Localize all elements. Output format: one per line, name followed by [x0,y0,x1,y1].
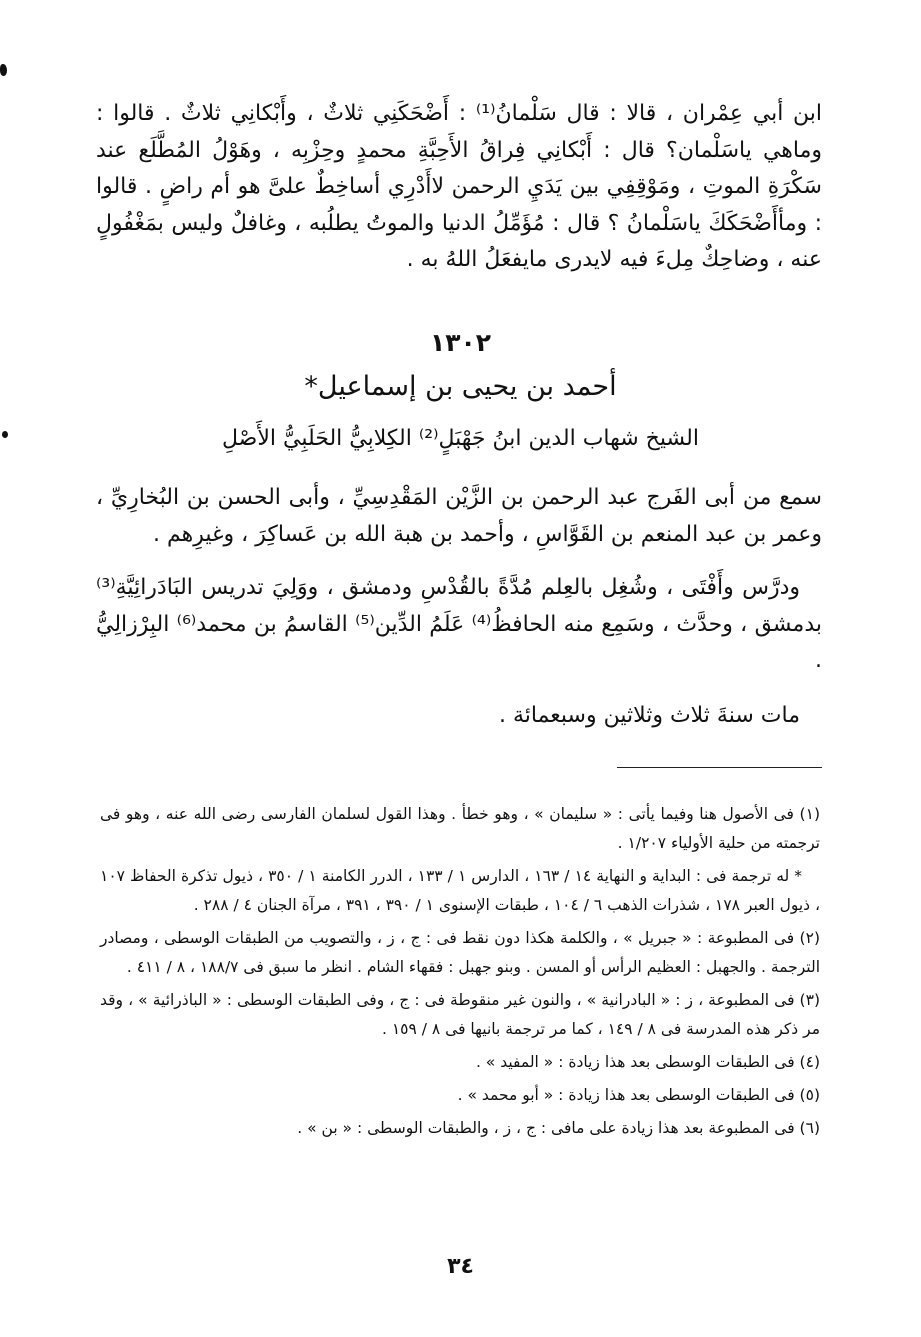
footnote-1: (١) فى الأصول هنا وفيما يأتى : « سليمان » ، وهو خطأ . وهذا القول لسلمان الفارسى رضى الله عنه ، وهو فى ترجمته من حلية الأولياء ١/٢٠٧ . [100,805,820,852]
entry-subtitle: الشيخ شهاب الدين ابنُ جَهْبَلٍ⁽²⁾ الكِلابِيُّ الحَلَبِيُّ الأَصْلِ [222,426,699,451]
entry-paragraph-teachers [96,480,822,553]
entry-death-line: مات سنةَ ثلاث وثلاثين وسبعمائة . [498,703,800,728]
footnote-star: * له ترجمة فى : البداية و النهاية ١٤ / ١٦٣ ، الدارس ١ / ١٣٣ ، الدرر الكامنة ١ / ٣٥٠ ، ذيول تذكرة الحفاظ ١٠٧ ، ذيول العبر ١٧٨ ، شذرات الذهب ٦ / ١٠٤ ، طبقات الإسنوى ١ / ٣٩٠ ، ٣٩١ ، مرآة الجنان ٤ / ٢٨٨ . [100,867,820,914]
entry-paragraph-2: ودرَّس وأَفْتَى ، وشُغِل بالعِلم مُدَّةً بالقُدْسِ ودمشق ، ووَلِيَ تدريس البَادَرائِيَّةِ⁽³⁾ بدمشق ، وحدَّث ، وسَمِع منه الحافظُ⁽⁴⁾ عَلَمُ الدِّين⁽⁵⁾ القاسمُ بن محمد⁽⁶⁾ البِرْزالِيُّ . [96,575,823,674]
margin-ink-mark [0,64,7,76]
continuation-text [96,96,822,279]
entry-paragraph-1: سمع من أبى الفَرج عبد الرحمن بن الزَّيْن المَقْدِسِيِّ ، وأبى الحسن بن البُخارِيِّ ، وعمر بن عبد المنعم بن القَوَّاسِ ، وأحمد بن هبة الله بن عَساكِرَ ، وغيرِهم . [96,485,822,547]
footnote-separator [617,767,822,768]
continuation-paragraph: ابن أبي عِمْران ، قالا : قال سَلْمانُ⁽¹⁾ : أَضْحَكَنِي ثلاثٌ ، وأَبْكانِي ثلاثٌ . قالوا : وماهي ياسَلْمان؟ قال : أَبْكانِي فِراقُ الأَحِبَّةِ محمدٍ وحِزْبِه ، وهَوْلُ المُطَّلَع عند سَكْرَةِ الموتِ ، ومَوْقِفِي بين يَدَيِ الرحمن لاأَدْرِي أساخِطٌ علىَّ هو أم راضٍ . قالوا : ومأأَضْحَكَكَ ياسَلْمانُ ؟ قال : مُؤَمِّلُ الدنيا والموتُ يطلُبه ، وغافلٌ وليس بمَغْفُولٍ عنه ، وضاحِكٌ مِلءَ فيه لايدرى مايفعَلُ اللهُ به . [96,101,822,273]
page-number: ٣٤ [447,1254,474,1279]
entry-title: أحمد بن يحيى بن إسماعيل* [304,371,617,402]
entry-number: ١٣٠٢ [429,328,492,357]
entry-paragraph-career [96,570,822,680]
footnote-5: (٥) فى الطبقات الوسطى بعد هذا زيادة : « أبو محمد » . [457,1086,820,1104]
footnote-4: (٤) فى الطبقات الوسطى بعد هذا زيادة : « المفيد » . [475,1053,820,1071]
footnotes [100,800,820,1147]
footnote-2: (٢) فى المطبوعة : « جبريل » ، والكلمة هكذا دون نقط فى : ج ، ز ، والتصويب من الطبقات الوسطى ، ومصادر الترجمة . والجهبل : العظيم الرأس أو المسن . وبنو جهبل : فقهاء الشام . انظر ما سبق فى ١٨٨/٧ ، ٨ / ٤١١ . [100,929,820,976]
footnote-6: (٦) فى المطبوعة بعد هذا زيادة على مافى : ج ، ز ، والطبقات الوسطى : « بن » . [297,1119,820,1137]
footnote-3: (٣) فى المطبوعة ، ز : « البادرانية » ، والنون غير منقوطة فى : ج ، وفى الطبقات الوسطى : « الباذرائية » ، وقد مر ذكر هذه المدرسة فى ٨ / ١٤٩ ، كما مر ترجمة بانيها فى ٨ / ١٥٩ . [100,991,820,1038]
